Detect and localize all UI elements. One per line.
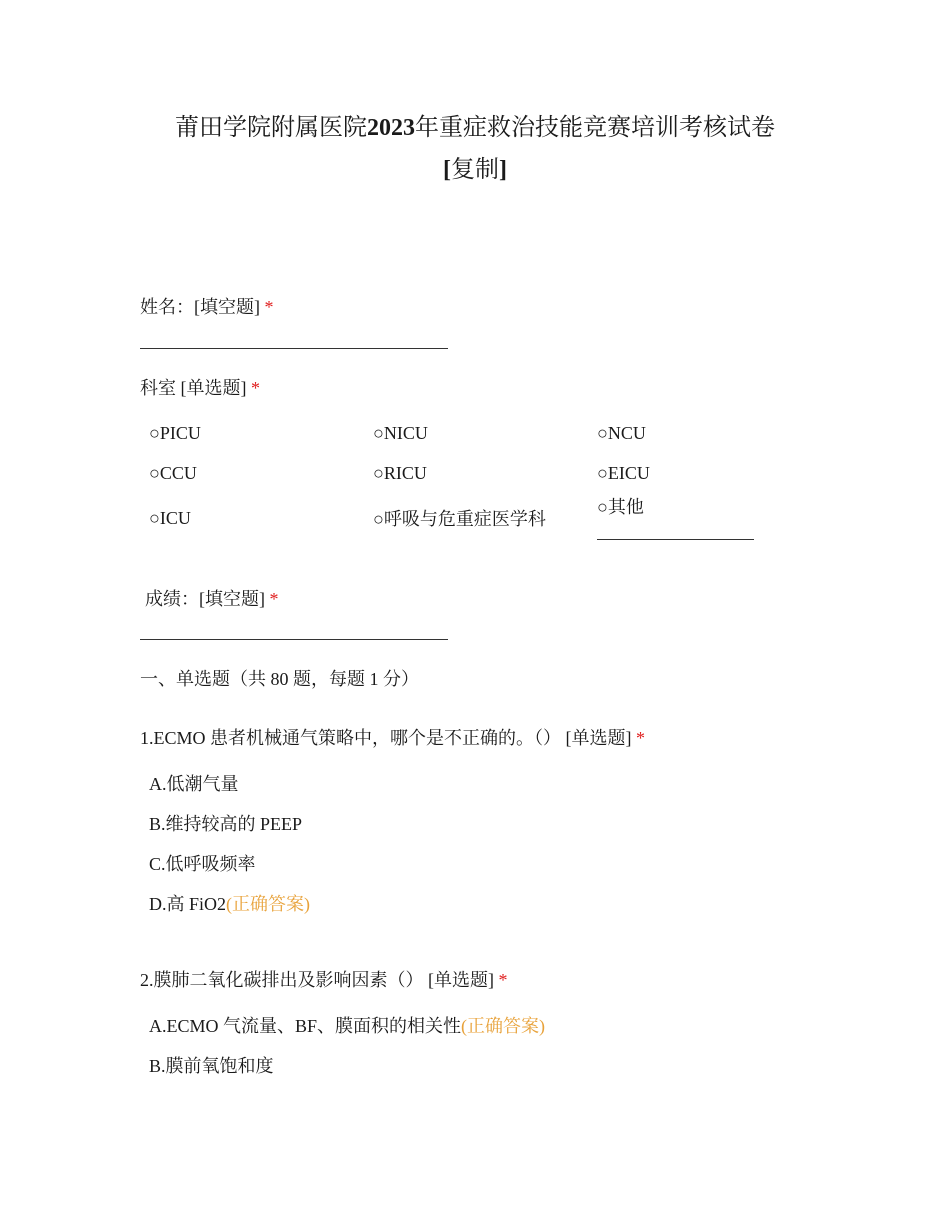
correct-answer-tag: (正确答案): [461, 1016, 546, 1036]
dept-option-ccu[interactable]: ○CCU: [149, 463, 197, 483]
q1-option-d-text: D.高 FiO2: [149, 894, 227, 914]
page-title: [120, 106, 830, 150]
q1-option-b[interactable]: B.维持较高的 PEEP: [149, 814, 303, 834]
question-name-type: [填空题]: [194, 297, 260, 317]
copy-word: 复制: [451, 157, 499, 183]
correct-answer-tag: (正确答案): [226, 894, 311, 914]
q2-option-a-text: A.ECMO 气流量、BF、膜面积的相关性: [149, 1016, 462, 1036]
question-1-type: [单选题]: [565, 728, 632, 748]
copy-open-bracket: [: [443, 157, 451, 183]
title-part1: 莆田学院附属医院: [175, 115, 367, 141]
required-mark: *: [498, 970, 508, 990]
required-mark: *: [264, 297, 274, 317]
name-answer-line[interactable]: [140, 348, 448, 349]
title-part2: 年重症救治技能竞赛培训考核试卷: [415, 115, 775, 141]
question-2-text: 2.膜肺二氧化碳排出及影响因素（）: [140, 970, 424, 990]
dept-option-icu[interactable]: ○ICU: [149, 508, 191, 528]
required-mark: *: [251, 378, 260, 398]
required-mark: *: [636, 728, 646, 748]
question-2-type: [单选题]: [428, 970, 494, 990]
question-score-label: 成绩：: [145, 589, 199, 609]
question-name: [140, 295, 274, 319]
section-heading: 一、单选题（共 80 题，每题 1 分）: [140, 669, 419, 689]
dept-option-picu[interactable]: ○PICU: [149, 423, 201, 443]
question-department-label: 科室: [140, 378, 176, 398]
dept-option-other[interactable]: ○其他: [597, 497, 644, 517]
other-dept-input-line[interactable]: [597, 539, 754, 540]
copy-close-bracket: ]: [499, 157, 507, 183]
q1-option-d[interactable]: [149, 892, 310, 916]
question-name-label: 姓名：: [140, 297, 194, 317]
copy-tag: [120, 148, 830, 192]
dept-option-nicu[interactable]: ○NICU: [373, 423, 428, 443]
question-1: [140, 726, 645, 750]
dept-option-ricu[interactable]: ○RICU: [373, 463, 427, 483]
dept-option-respiratory-critical-care[interactable]: ○呼吸与危重症医学科: [373, 509, 546, 529]
q1-option-c[interactable]: C.低呼吸频率: [149, 854, 256, 874]
question-1-text: 1.ECMO 患者机械通气策略中，哪个是不正确的。（）: [140, 728, 562, 748]
question-score: [145, 587, 279, 611]
score-answer-line[interactable]: [140, 639, 448, 640]
q1-option-a[interactable]: A.低潮气量: [149, 774, 239, 794]
question-2: [140, 968, 508, 992]
question-department-type: [单选题]: [180, 378, 247, 398]
title-year: 2023: [367, 115, 415, 141]
required-mark: *: [269, 589, 279, 609]
dept-option-ncu[interactable]: ○NCU: [597, 423, 646, 443]
question-department: [140, 376, 260, 400]
q2-option-a[interactable]: [149, 1014, 545, 1038]
q2-option-b[interactable]: B.膜前氧饱和度: [149, 1056, 274, 1076]
question-score-type: [填空题]: [199, 589, 265, 609]
dept-option-eicu[interactable]: ○EICU: [597, 463, 650, 483]
